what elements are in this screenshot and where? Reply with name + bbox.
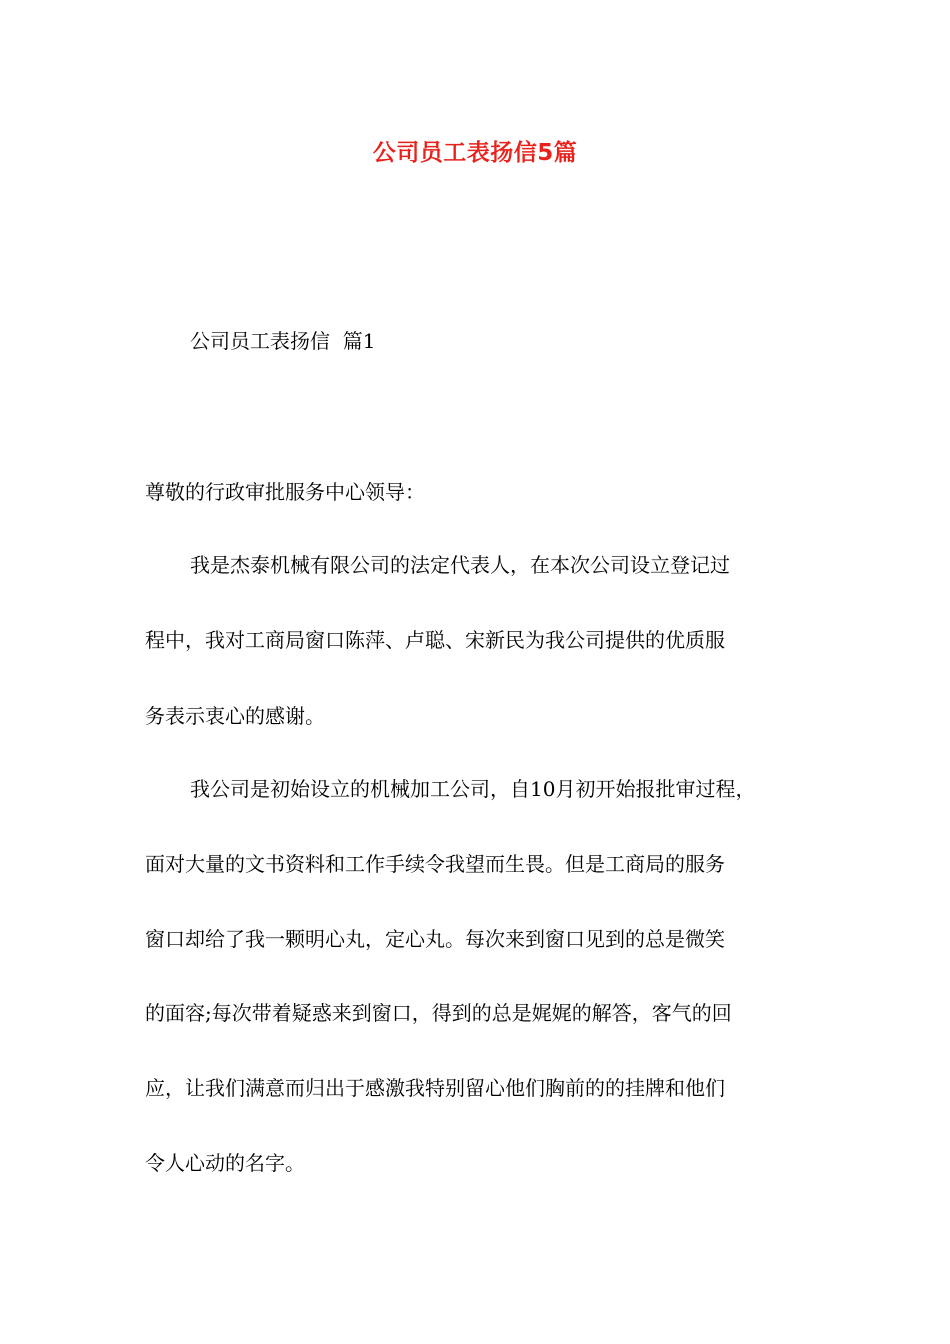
paragraph-1-line-1: 我是杰泰机械有限公司的法定代表人，在本次公司设立登记过 (190, 553, 730, 577)
paragraph-1-line-2: 程中，我对工商局窗口陈萍、卢聪、宋新民为我公司提供的优质服 (145, 628, 725, 652)
paragraph-2-line-6: 令人心动的名字。 (145, 1151, 305, 1175)
paragraph-1-line-3: 务表示衷心的感谢。 (145, 704, 325, 728)
section-heading: 公司员工表扬信 篇1 (190, 329, 376, 353)
paragraph-2-line-3: 窗口却给了我一颗明心丸，定心丸。每次来到窗口见到的总是微笑 (145, 927, 725, 951)
paragraph-2-line-5: 应，让我们满意而归出于感激我特别留心他们胸前的的挂牌和他们 (145, 1076, 725, 1100)
document-title: 公司员工表扬信5篇 (372, 140, 578, 166)
salutation: 尊敬的行政审批服务中心领导： (145, 480, 425, 504)
paragraph-2-line-1: 我公司是初始设立的机械加工公司，自10月初开始报批审过程， (190, 777, 756, 801)
paragraph-2-line-4: 的面容;每次带着疑惑来到窗口，得到的总是娓娓的解答，客气的回 (145, 1001, 732, 1025)
paragraph-2-line-2: 面对大量的文书资料和工作手续令我望而生畏。但是工商局的服务 (145, 852, 725, 876)
